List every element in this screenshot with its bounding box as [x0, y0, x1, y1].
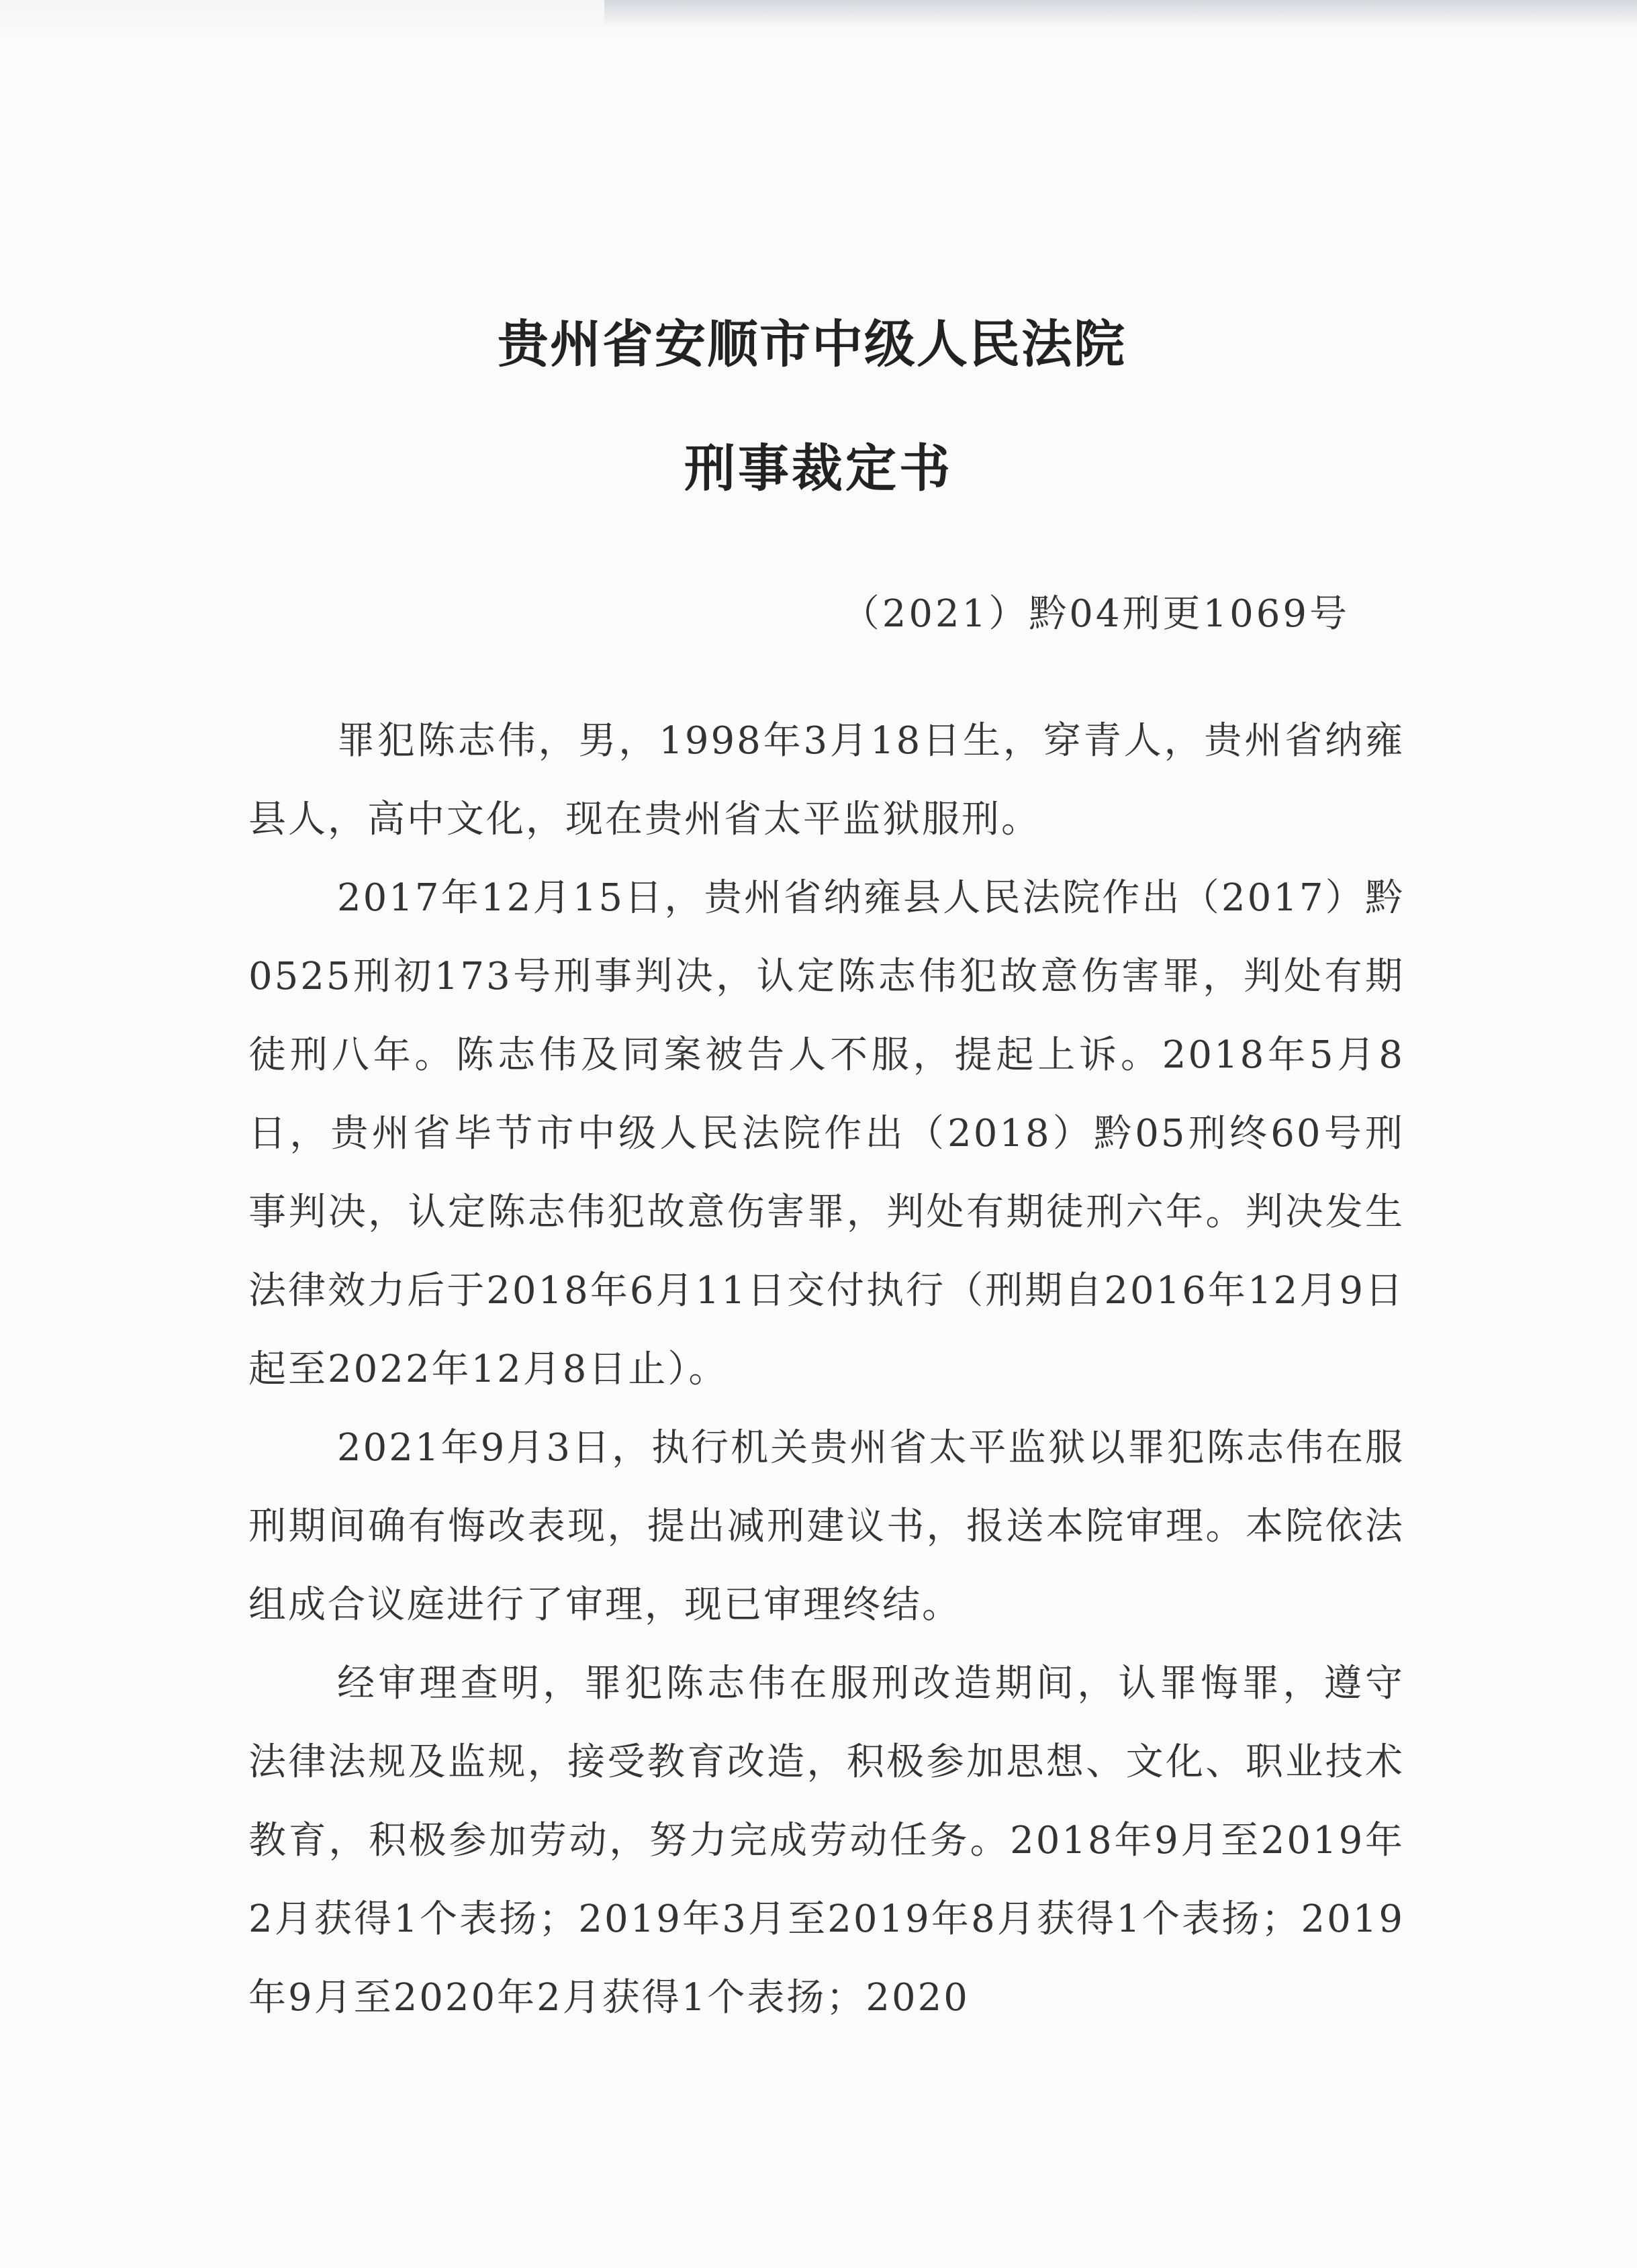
paragraph-findings: 经审理查明，罪犯陈志伟在服刑改造期间，认罪悔罪，遵守法律法规及监规，接受教育改造，积极参加思想、文化、职业技术教育，积极参加劳动，努力完成劳动任务。2018年9月至2019年2月获得1个表扬；2019年3月至2019年8月获得1个表扬；2019年9月至2020年2月获得1个表扬；2020 — [248, 1662, 1405, 2020]
paragraph-judgment-history: 2017年12月15日，贵州省纳雍县人民法院作出（2017）黔0525刑初173号刑事判决，认定陈志伟犯故意伤害罪，判处有期徒刑八年。陈志伟及同案被告人不服，提起上诉。2018年5月8日，贵州省毕节市中级人民法院作出（2018）黔05刑终60号刑事判决，认定陈志伟犯故意伤害罪，判处有期徒刑六年。判决发生法律效力后于2018年6月11日交付执行（刑期自2016年12月9日起至2022年12月8日止）。 — [248, 876, 1405, 1391]
paragraph-commutation-proposal: 2021年9月3日，执行机关贵州省太平监狱以罪犯陈志伟在服刑期间确有悔改表现，提出减刑建议书，报送本院审理。本院依法组成合议庭进行了审理，现已审理终结。 — [248, 1426, 1405, 1627]
document-body — [248, 702, 1405, 2037]
document-type-title: 刑事裁定书 — [684, 438, 953, 498]
case-number: （2021）黔04刑更1069号 — [841, 592, 1350, 636]
scan-edge-shadow — [604, 0, 1637, 27]
paragraph-defendant-info: 罪犯陈志伟，男，1998年3月18日生，穿青人，贵州省纳雍县人，高中文化，现在贵州省太平监狱服刑。 — [248, 719, 1405, 841]
court-name: 贵州省安顺市中级人民法院 — [498, 314, 1126, 374]
